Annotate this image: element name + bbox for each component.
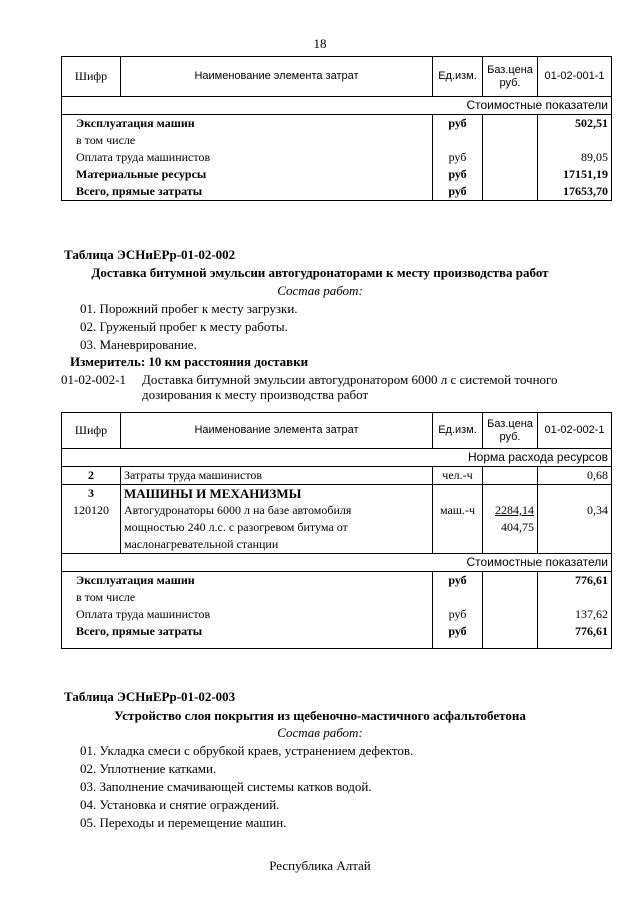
row-unit: чел.-ч xyxy=(433,467,483,485)
col-name-header: Наименование элемента затрат xyxy=(121,57,433,97)
col-name-header: Наименование элемента затрат xyxy=(121,413,433,449)
row-code: 2 xyxy=(62,467,121,485)
table-row xyxy=(62,183,612,201)
row-value xyxy=(538,132,612,149)
row-unit: руб xyxy=(433,572,483,590)
row-unit: руб xyxy=(433,623,483,649)
table-row xyxy=(62,589,612,606)
row-value xyxy=(538,589,612,606)
row-name: Эксплуатация машин xyxy=(62,572,433,590)
row-price xyxy=(483,166,538,183)
row-price xyxy=(483,149,538,166)
row-name: Затраты труда машинистов xyxy=(121,467,433,485)
table-row xyxy=(62,606,612,623)
resource-table-01-02-002 xyxy=(61,412,612,649)
table-row xyxy=(62,623,612,649)
row-code: 3 xyxy=(62,485,121,503)
row-code: 120120 xyxy=(62,502,121,554)
row-price-line1: 2284,14 xyxy=(495,503,534,517)
section-cost-row xyxy=(62,97,612,115)
section2-item-text-line2: дозирования к месту производства работ xyxy=(142,387,369,402)
section3-work-heading: Состав работ: xyxy=(277,725,363,740)
table-row xyxy=(62,467,612,485)
row-price xyxy=(483,183,538,201)
row-price xyxy=(483,589,538,606)
section2-subtitle: Доставка битумной эмульсии автогудронаторами к месту производства работ xyxy=(91,265,549,280)
page-footer: Республика Алтай xyxy=(269,858,371,873)
row-price xyxy=(483,572,538,590)
row-value: 0,34 xyxy=(538,502,612,554)
section2-measure: Измеритель: 10 км расстояния доставки xyxy=(70,354,309,369)
row-name-line1: Автогудронаторы 6000 л на базе автомобиля xyxy=(124,503,352,517)
row-name: Всего, прямые затраты xyxy=(62,623,433,649)
row-value: 89,05 xyxy=(538,149,612,166)
section2-title: Таблица ЭСНиЕРр-01-02-002 xyxy=(64,247,236,262)
row-price xyxy=(483,623,538,649)
row-unit: руб xyxy=(433,183,483,201)
col-code-header: Шифр xyxy=(62,57,121,97)
row-name: Эксплуатация машин xyxy=(62,115,433,133)
table-row xyxy=(62,572,612,590)
col-unit-header: Ед.изм. xyxy=(433,413,483,449)
section3-work-item-3: 03. Заполнение смачивающей системы катков водой. xyxy=(80,779,372,794)
section2-work-item-3: 03. Маневрирование. xyxy=(80,337,197,352)
row-unit: руб xyxy=(433,149,483,166)
section3-work-item-5: 05. Переходы и перемещение машин. xyxy=(80,815,287,830)
row-price xyxy=(483,132,538,149)
row-name: Всего, прямые затраты xyxy=(62,183,433,201)
row-name: МАШИНЫ И МЕХАНИЗМЫ xyxy=(121,485,433,503)
row-price xyxy=(483,485,538,503)
section-norm-row xyxy=(62,449,612,467)
table-row xyxy=(62,485,612,503)
section3-work-item-4: 04. Установка и снятие ограждений. xyxy=(80,797,280,812)
row-name: в том числе xyxy=(62,589,433,606)
row-name: Оплата труда машинистов xyxy=(62,149,433,166)
section2-item-text-line1: Доставка битумной эмульсии автогудронатором 6000 л с системой точного xyxy=(142,372,558,387)
table-header-row xyxy=(62,413,612,449)
table-row xyxy=(62,132,612,149)
row-value: 502,51 xyxy=(538,115,612,133)
section-cost-label: Стоимостные показатели xyxy=(62,554,612,572)
row-price xyxy=(483,606,538,623)
section3-subtitle: Устройство слоя покрытия из щебеночно-мастичного асфальтобетона xyxy=(114,708,526,723)
row-unit xyxy=(433,485,483,503)
row-value: 776,61 xyxy=(538,623,612,649)
row-name: Оплата труда машинистов xyxy=(62,606,433,623)
col-unit-header: Ед.изм. xyxy=(433,57,483,97)
col-table-code-header: 01-02-001-1 xyxy=(538,57,612,97)
row-price xyxy=(483,115,538,133)
row-name-line2: мощностью 240 л.с. с разогревом битума от xyxy=(124,520,348,534)
cost-table-01-02-001 xyxy=(61,56,612,201)
page-number: 18 xyxy=(313,36,327,51)
table-row xyxy=(62,149,612,166)
row-value: 137,62 xyxy=(538,606,612,623)
row-name xyxy=(121,502,433,554)
col-price-header: Баз.цена руб. xyxy=(483,57,538,97)
row-unit: руб xyxy=(433,166,483,183)
section-cost-row xyxy=(62,554,612,572)
row-value: 776,61 xyxy=(538,572,612,590)
col-code-header: Шифр xyxy=(62,413,121,449)
section2-work-heading: Состав работ: xyxy=(277,283,363,298)
section2-work-item-1: 01. Порожний пробег к месту загрузки. xyxy=(80,301,298,316)
section-norm-label: Норма расхода ресурсов xyxy=(62,449,612,467)
col-table-code-header: 01-02-002-1 xyxy=(538,413,612,449)
section2-item-code: 01-02-002-1 xyxy=(61,372,126,387)
row-unit xyxy=(433,132,483,149)
row-price xyxy=(483,502,538,554)
row-value: 17151,19 xyxy=(538,166,612,183)
row-value: 0,68 xyxy=(538,467,612,485)
row-name: Материальные ресурсы xyxy=(62,166,433,183)
row-unit: маш.-ч xyxy=(433,502,483,554)
row-unit: руб xyxy=(433,606,483,623)
row-value xyxy=(538,485,612,503)
section2-work-item-2: 02. Груженый пробег к месту работы. xyxy=(80,319,288,334)
row-unit xyxy=(433,589,483,606)
row-value: 17653,70 xyxy=(538,183,612,201)
table-header-row xyxy=(62,57,612,97)
section3-title: Таблица ЭСНиЕРр-01-02-003 xyxy=(64,689,236,704)
row-name: в том числе xyxy=(62,132,433,149)
row-name-line3: маслонагревательной станции xyxy=(124,537,279,551)
col-price-header: Баз.цена руб. xyxy=(483,413,538,449)
section3-work-item-1: 01. Укладка смеси с обрубкой краев, устранением дефектов. xyxy=(80,743,414,758)
section-cost-label: Стоимостные показатели xyxy=(62,97,612,115)
section3-work-item-2: 02. Уплотнение катками. xyxy=(80,761,217,776)
row-price-line2: 404,75 xyxy=(501,520,534,534)
table-row xyxy=(62,166,612,183)
row-unit: руб xyxy=(433,115,483,133)
table-row xyxy=(62,115,612,133)
row-price xyxy=(483,467,538,485)
table-row xyxy=(62,502,612,554)
